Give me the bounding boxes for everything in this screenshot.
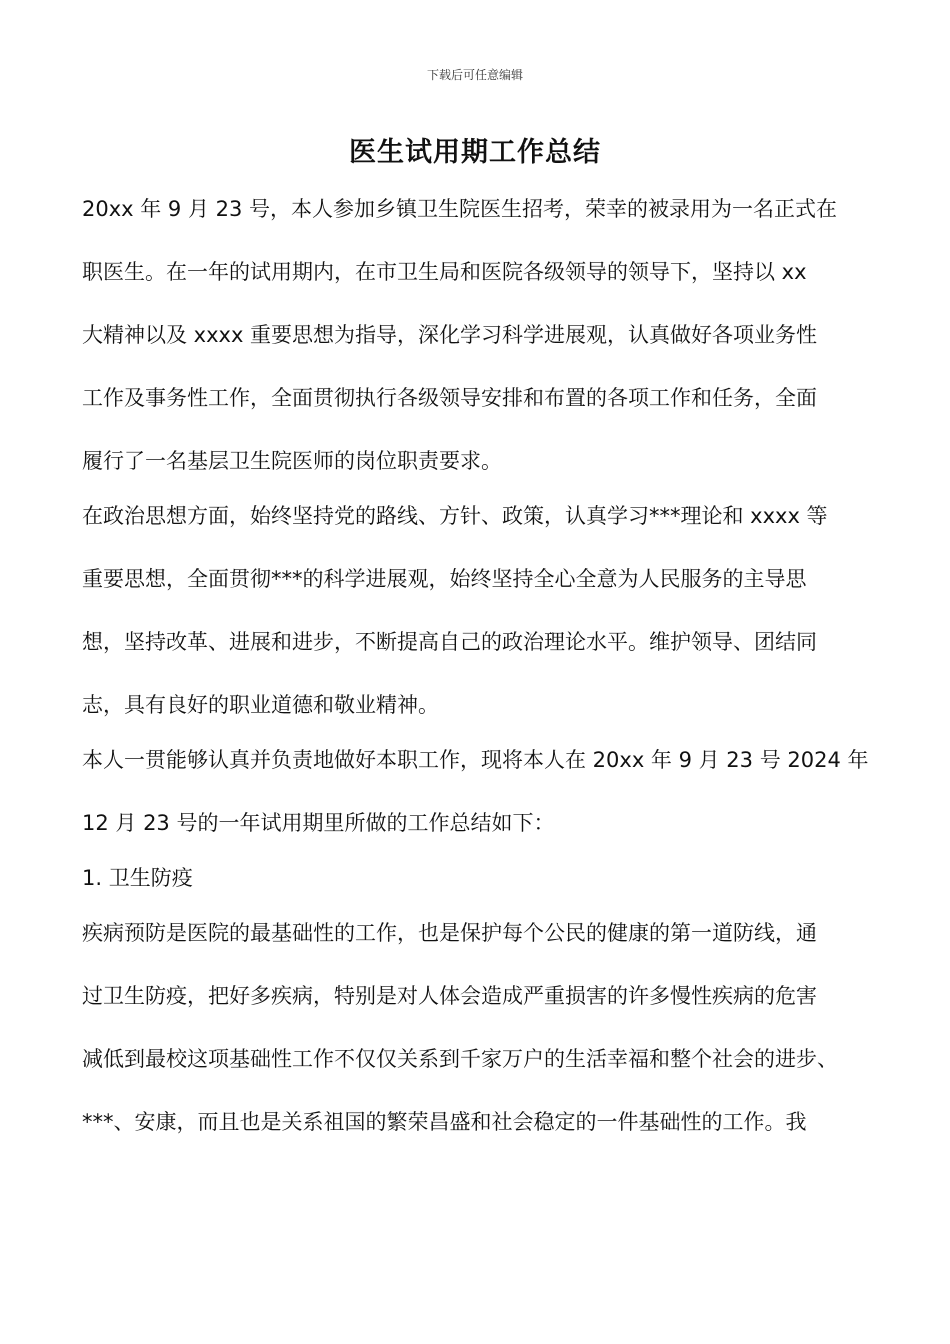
document-body [82, 191, 874, 1141]
body-line: 过卫生防疫，把好多疾病，特别是对人体会造成严重损害的许多慢性疾病的危害 [82, 984, 817, 1008]
body-line: 志，具有良好的职业道德和敬业精神。 [82, 693, 439, 717]
body-line: 想，坚持改革、进展和进步，不断提高自己的政治理论水平。维护领导、团结同 [82, 630, 817, 654]
document-title: 医生试用期工作总结 [349, 137, 601, 168]
body-line: 疾病预防是医院的最基础性的工作，也是保护每个公民的健康的第一道防线，通 [82, 921, 817, 945]
body-line: 工作及事务性工作，全面贯彻执行各级领导安排和布置的各项工作和任务，全面 [82, 386, 817, 410]
body-line: 履行了一名基层卫生院医师的岗位职责要求。 [82, 449, 502, 473]
body-line: 12 月 23 号的一年试用期里所做的工作总结如下： [82, 811, 555, 835]
body-line: 本人一贯能够认真并负责地做好本职工作，现将本人在 20xx 年 9 月 23 号 2024 年 [82, 748, 869, 772]
body-line: 减低到最校这项基础性工作不仅仅关系到千家万户的生活幸福和整个社会的进步、 [82, 1047, 838, 1071]
body-line: 重要思想，全面贯彻***的科学进展观，始终坚持全心全意为人民服务的主导思 [82, 567, 807, 591]
body-line: 在政治思想方面，始终坚持党的路线、方针、政策，认真学习***理论和 xxxx 等 [82, 504, 828, 528]
section-heading: 1. 卫生防疫 [82, 866, 193, 890]
body-line: ***、安康，而且也是关系祖国的繁荣昌盛和社会稳定的一件基础性的工作。我 [82, 1110, 807, 1134]
page-header: 下载后可任意编辑 [426, 68, 523, 82]
body-line: 职医生。在一年的试用期内，在市卫生局和医院各级领导的领导下，坚持以 xx [82, 260, 807, 284]
body-line: 20xx 年 9 月 23 号，本人参加乡镇卫生院医生招考，荣幸的被录用为一名正式在 [82, 197, 838, 221]
body-line: 大精神以及 xxxx 重要思想为指导，深化学习科学进展观，认真做好各项业务性 [82, 323, 818, 347]
